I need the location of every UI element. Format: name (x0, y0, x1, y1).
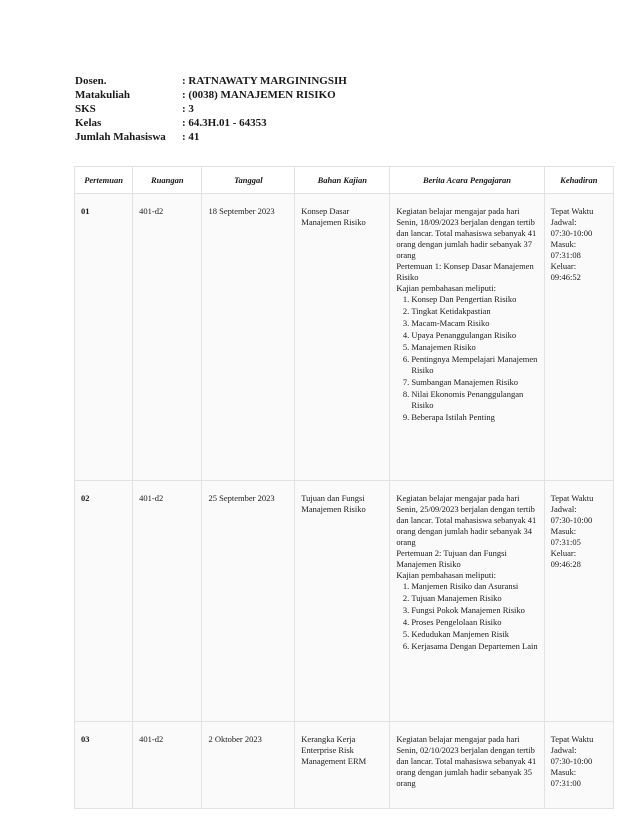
cell-tanggal: 2 Oktober 2023 (202, 722, 295, 809)
cell-ruangan: 401-d2 (133, 722, 202, 809)
kehadiran-label: Jadwal: (550, 745, 577, 755)
berita-intro: Kegiatan belajar mengajar pada hari Senin, 02/10/2023 berjalan dengan tertib dan lancar. Total mahasiswa sebanyak 41 orang dengan jumlah hadir sebanyak 35 orang (396, 734, 537, 788)
list-item: 7. Sumbangan Manajemen Risiko (411, 377, 537, 388)
list-item: 6. Kerjasama Dengan Departemen Lain (411, 641, 537, 652)
cell-ruangan: 401-d2 (133, 481, 202, 722)
cell-ruangan: 401-d2 (133, 194, 202, 481)
info-value: : RATNAWATY MARGININGSIH (182, 75, 347, 87)
info-row-jumlah-mahasiswa (75, 130, 347, 144)
table-row (75, 481, 614, 722)
list-item: 9. Beberapa Istilah Penting (411, 412, 537, 423)
header-tanggal: Tanggal (202, 167, 295, 194)
cell-tanggal: 25 September 2023 (202, 481, 295, 722)
info-row-dosen (75, 74, 347, 88)
kehadiran-value: 07:30-10:00 (550, 515, 593, 525)
list-item: 3. Macam-Macam Risiko (411, 318, 537, 329)
list-item: 5. Kedudukan Manjemen Risik (411, 629, 537, 640)
cell-berita-acara (390, 722, 544, 809)
cell-pertemuan: 02 (75, 481, 133, 722)
berita-topic: Pertemuan 1: Konsep Dasar Manajemen Risiko (396, 261, 534, 282)
table-row (75, 722, 614, 809)
cell-tanggal: 18 September 2023 (202, 194, 295, 481)
info-value: : 64.3H.01 - 64353 (182, 117, 267, 129)
kehadiran-status: Tepat Waktu (550, 734, 594, 744)
list-item: 8. Nilai Ekonomis Penanggulangan Risiko (411, 389, 537, 411)
list-item: 1. Manjemen Risiko dan Asuransi (411, 581, 537, 592)
kehadiran-value: 07:31:08 (550, 250, 581, 260)
kehadiran-value: 09:46:52 (550, 272, 581, 282)
cell-kehadiran (544, 194, 613, 481)
list-item: 3. Fungsi Pokok Manajemen Risiko (411, 605, 537, 616)
info-row-sks (75, 102, 347, 116)
cell-kehadiran (544, 481, 613, 722)
cell-bahan-kajian: Tujuan dan Fungsi Manajemen Risiko (295, 481, 390, 722)
kehadiran-status: Tepat Waktu (550, 206, 594, 216)
info-row-kelas (75, 116, 347, 130)
info-label: Kelas (75, 117, 102, 129)
kehadiran-label: Jadwal: (550, 504, 577, 514)
header-pertemuan: Pertemuan (75, 167, 133, 194)
course-info (75, 74, 347, 144)
info-label: SKS (75, 103, 96, 115)
list-item: 2. Tujuan Manajemen Risiko (411, 593, 537, 604)
list-item: 6. Pentingnya Mempelajari Manajemen Risiko (411, 354, 537, 376)
table-header-row (75, 167, 614, 194)
berita-intro: Kegiatan belajar mengajar pada hari Senin, 25/09/2023 berjalan dengan tertib dan lancar. Total mahasiswa sebanyak 41 orang dengan jumlah hadir sebanyak 34 orang (396, 493, 537, 547)
header-kehadiran: Kehadiran (544, 167, 613, 194)
cell-kehadiran (544, 722, 613, 809)
kehadiran-status: Tepat Waktu (550, 493, 594, 503)
cell-berita-acara (390, 194, 544, 481)
kehadiran-value: 07:30-10:00 (550, 228, 593, 238)
cell-bahan-kajian: Kerangka Kerja Enterprise Risk Management ERM (295, 722, 390, 809)
info-value: : 3 (182, 103, 194, 115)
kehadiran-value: 07:31:05 (550, 537, 581, 547)
list-item: 2. Tingkat Ketidakpastian (411, 306, 537, 317)
info-value: : 41 (182, 131, 200, 143)
table-row (75, 194, 614, 481)
cell-bahan-kajian: Konsep Dasar Manajemen Risiko (295, 194, 390, 481)
list-item: 4. Proses Pengelolaan Risiko (411, 617, 537, 628)
list-item: 4. Upaya Penanggulangan Risiko (411, 330, 537, 341)
info-label: Matakuliah (75, 89, 131, 101)
header-ruangan: Ruangan (133, 167, 202, 194)
cell-pertemuan: 03 (75, 722, 133, 809)
kehadiran-value: 07:31:00 (550, 778, 581, 788)
header-berita-acara: Berita Acara Pengajaran (390, 167, 544, 194)
kehadiran-label: Masuk: (550, 526, 577, 536)
topic-list (396, 581, 537, 652)
topic-list (396, 294, 537, 423)
berita-lead: Kajian pembahasan meliputi: (396, 283, 496, 293)
berita-topic: Pertemuan 2: Tujuan dan Fungsi Manajemen Risiko (396, 548, 507, 569)
list-item: 1. Konsep Dan Pengertian Risiko (411, 294, 537, 305)
info-row-matakuliah (75, 88, 347, 102)
info-label: Dosen. (75, 75, 107, 87)
info-value: : (0038) MANAJEMEN RISIKO (182, 89, 336, 101)
cell-berita-acara (390, 481, 544, 722)
kehadiran-value: 07:30-10:00 (550, 756, 593, 766)
cell-pertemuan: 01 (75, 194, 133, 481)
kehadiran-label: Jadwal: (550, 217, 577, 227)
kehadiran-value: 09:46:28 (550, 559, 581, 569)
kehadiran-label: Masuk: (550, 239, 577, 249)
berita-intro: Kegiatan belajar mengajar pada hari Senin, 18/09/2023 berjalan dengan tertib dan lancar. Total mahasiswa sebanyak 41 orang dengan jumlah hadir sebanyak 37 orang (396, 206, 537, 260)
kehadiran-label: Masuk: (550, 767, 577, 777)
list-item: 5. Manajemen Risiko (411, 342, 537, 353)
header-bahan-kajian: Bahan Kajian (295, 167, 390, 194)
berita-lead: Kajian pembahasan meliputi: (396, 570, 496, 580)
info-label: Jumlah Mahasiswa (75, 131, 166, 143)
kehadiran-label: Keluar: (550, 261, 577, 271)
attendance-table (74, 166, 614, 809)
kehadiran-label: Keluar: (550, 548, 577, 558)
